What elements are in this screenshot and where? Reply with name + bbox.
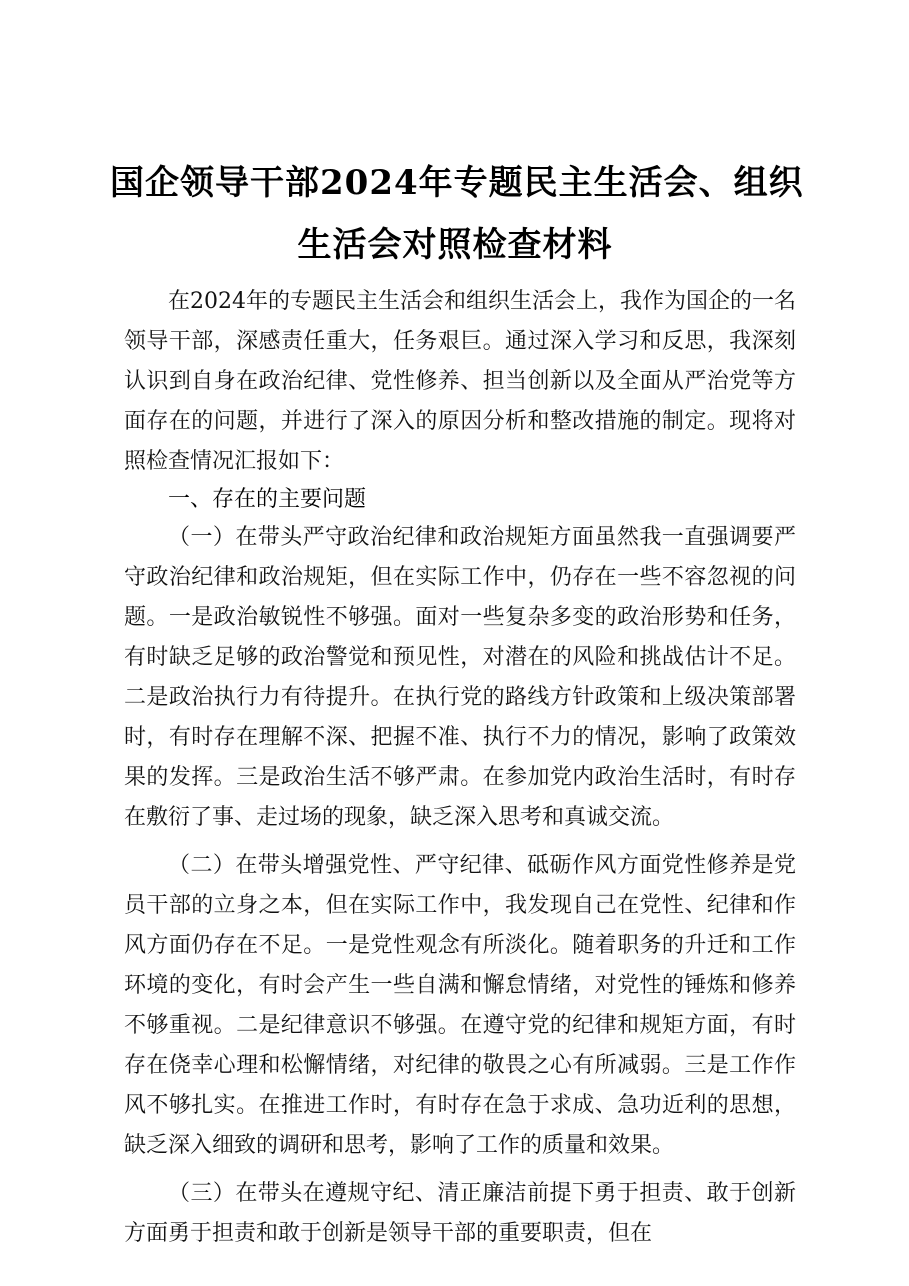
title-line-2: 生活会对照检查材料 <box>297 225 613 265</box>
section-heading-main-problems: 一、存在的主要问题 <box>168 487 367 512</box>
intro-paragraph: 在2024年的专题民主生活会和组织生活会上，我作为国企的一名领导干部，深感责任重大，任务艰巨。通过深入学习和反思，我深刻认识到自身在政治纪律、党性修养、担当创新以及全面从严治党等方面存在的问题，并进行了深入的原因分析和整改措施的制定。现将对照检查情况汇报如下： <box>124 289 796 474</box>
paragraph-party-spirit: （二）在带头增强党性、严守纪律、砥砺作风方面党性修养是党员干部的立身之本，但在实际工作中，我发现自己在党性、纪律和作风方面仍存在不足。一是党性观念有所淡化。随着职务的升迁和工作环境的变化，有时会产生一些自满和懈怠情绪，对党性的锤炼和修养不够重视。二是纪律意识不够强。在遵守党的纪律和规矩方面，有时存在侥幸心理和松懈情绪，对纪律的敬畏之心有所减弱。三是工作作风不够扎实。在推进工作时，有时存在急于求成、急功近利的思想，缺乏深入细致的调研和思考，影响了工作的质量和效果。 <box>124 853 796 1158</box>
title-line-1: 国企领导干部2024年专题民主生活会、组织 <box>110 163 804 203</box>
document-title <box>110 152 804 276</box>
paragraph-responsibility-innovation: （三）在带头在遵规守纪、清正廉洁前提下勇于担责、敢于创新方面勇于担责和敢于创新是领导干部的重要职责，但在 <box>124 1181 796 1246</box>
document-body <box>124 282 796 1254</box>
paragraph-political-discipline: （一）在带头严守政治纪律和政治规矩方面虽然我一直强调要严守政治纪律和政治规矩，但在实际工作中，仍存在一些不容忽视的问题。一是政治敏锐性不够强。面对一些复杂多变的政治形势和任务，有时缺乏足够的政治警觉和预见性，对潜在的风险和挑战估计不足。二是政治执行力有待提升。在执行党的路线方针政策和上级决策部署时，有时存在理解不深、把握不准、执行不力的情况，影响了政策效果的发挥。三是政治生活不够严肃。在参加党内政治生活时，有时存在敷衍了事、走过场的现象，缺乏深入思考和真诚交流。 <box>124 525 796 830</box>
